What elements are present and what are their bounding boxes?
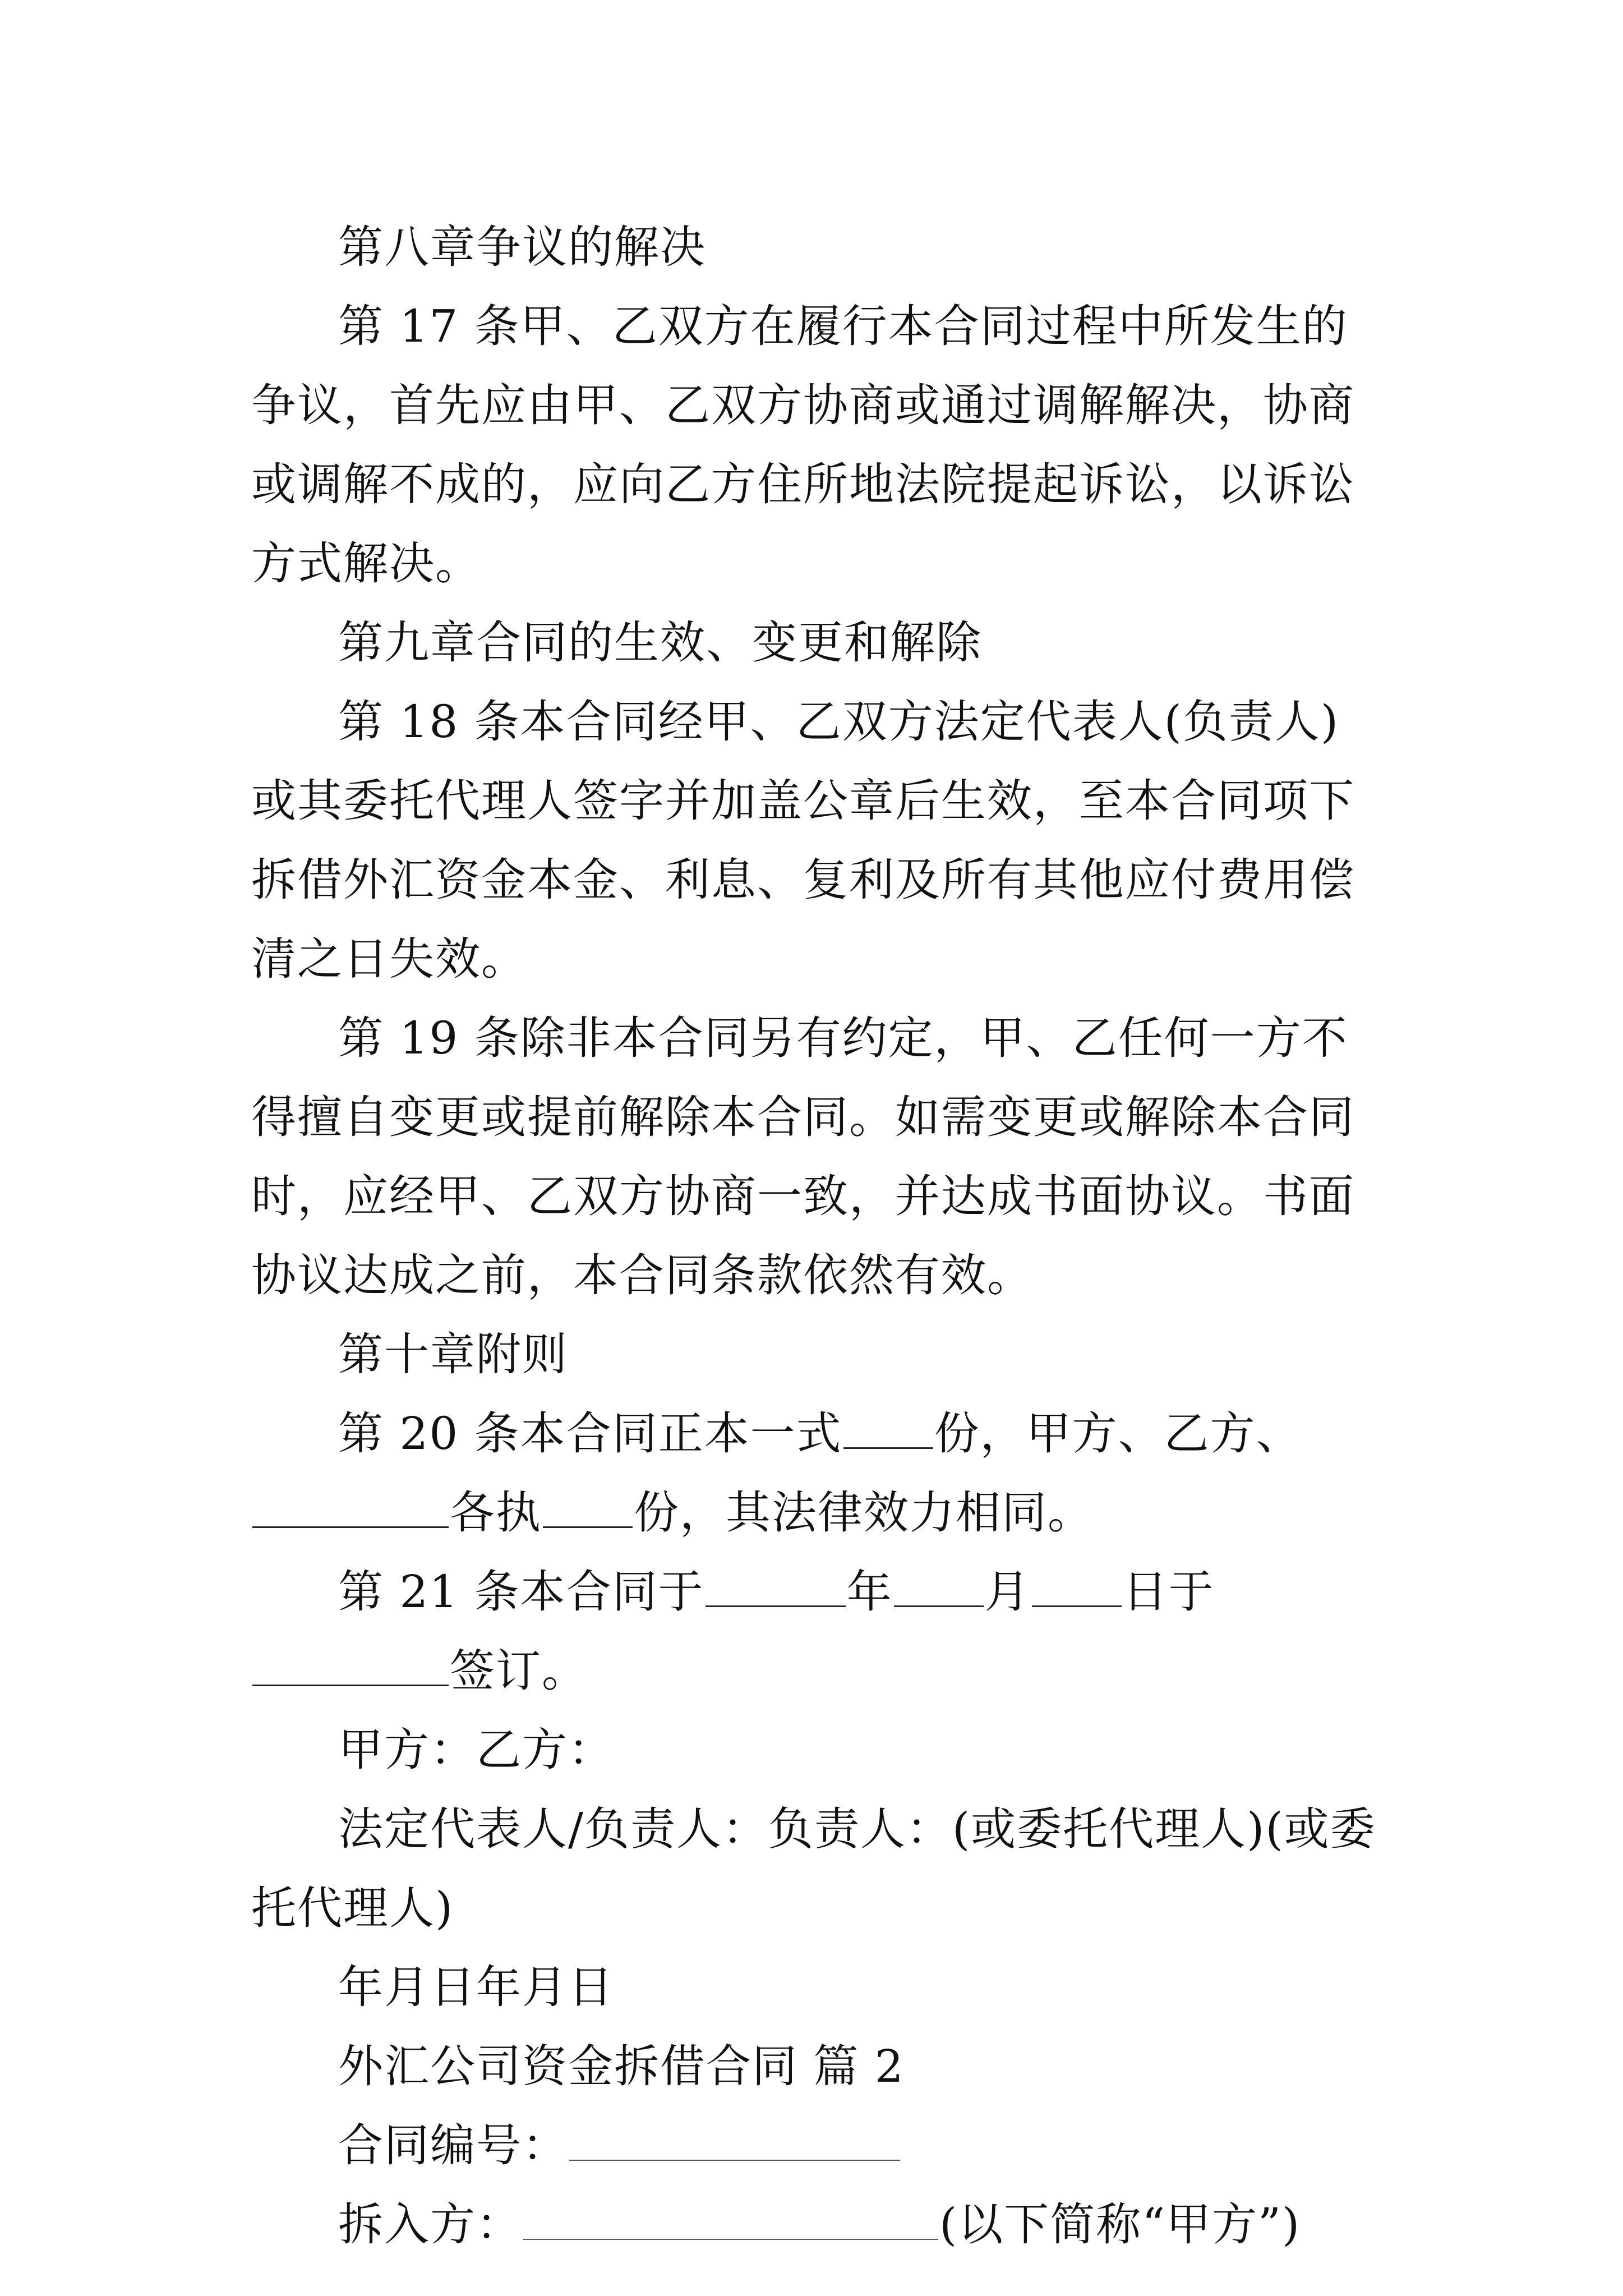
year-blank (706, 1571, 846, 1607)
third-party-blank (252, 1492, 449, 1528)
article-17: 第 17 条甲、乙双方在履行本合同过程中所发生的争议，首先应由甲、乙双方协商或通过调解解决，协商或调解不成的，应向乙方住所地法院提起诉讼，以诉讼方式解决。 (251, 300, 1355, 590)
article-20-text-3: 各执 (450, 1487, 542, 1539)
borrower-suffix: (以下简称“甲方”) (939, 2198, 1301, 2251)
chapter-10-title: 第十章附则 (338, 1328, 568, 1381)
borrower-line (251, 2185, 1384, 2264)
contract-number-line (251, 2106, 1384, 2185)
article-20-text-4: 份，其法律效力相同。 (634, 1487, 1094, 1539)
article-20-text-2: 份，甲方、乙方、 (934, 1407, 1302, 1460)
article-21 (251, 1552, 1384, 1710)
chapter-9-title: 第九章合同的生效、变更和解除 (338, 616, 982, 669)
article-20-text-1: 第 20 条本合同正本一式 (338, 1407, 842, 1460)
representatives-line: 法定代表人/负责人：负责人：(或委托代理人)(或委托代理人) (251, 1803, 1376, 1934)
dates-line: 年月日年月日 (338, 1961, 614, 2013)
article-21-year: 年 (846, 1566, 893, 1618)
article-19: 第 19 条除非本合同另有约定，甲、乙任何一方不得擅自变更或提前解除本合同。如需变更或解除本合同时，应经甲、乙双方协商一致，并达成书面协议。书面协议达成之前，本合同条款依然有效。 (251, 1012, 1355, 1301)
article-21-text-1: 第 21 条本合同于 (338, 1566, 704, 1618)
article-21-text-5: 签订。 (450, 1645, 588, 1697)
document-body (251, 208, 1384, 2264)
article-21-day: 日于 (1122, 1566, 1215, 1618)
section-2-title: 外汇公司资金拆借合同 篇 2 (338, 2040, 905, 2092)
chapter-8-title: 第八章争议的解决 (338, 221, 706, 273)
borrower-blank (523, 2204, 938, 2240)
borrower-label: 拆入方： (338, 2198, 522, 2251)
parties-line: 甲方：乙方： (338, 1724, 614, 1776)
place-blank (252, 1650, 449, 1686)
article-21-month: 月 (984, 1566, 1031, 1618)
month-blank (894, 1571, 984, 1607)
contract-number-blank (569, 2125, 900, 2161)
day-blank (1032, 1571, 1122, 1607)
article-18: 第 18 条本合同经甲、乙双方法定代表人(负责人)或其委托代理人签字并加盖公章后生效，至本合同项下拆借外汇资金本金、利息、复利及所有其他应付费用偿清之日失效。 (251, 696, 1355, 985)
copies-blank (843, 1412, 933, 1449)
contract-number-label: 合同编号： (338, 2119, 568, 2171)
article-20 (251, 1394, 1384, 1552)
each-copies-blank (543, 1492, 633, 1528)
